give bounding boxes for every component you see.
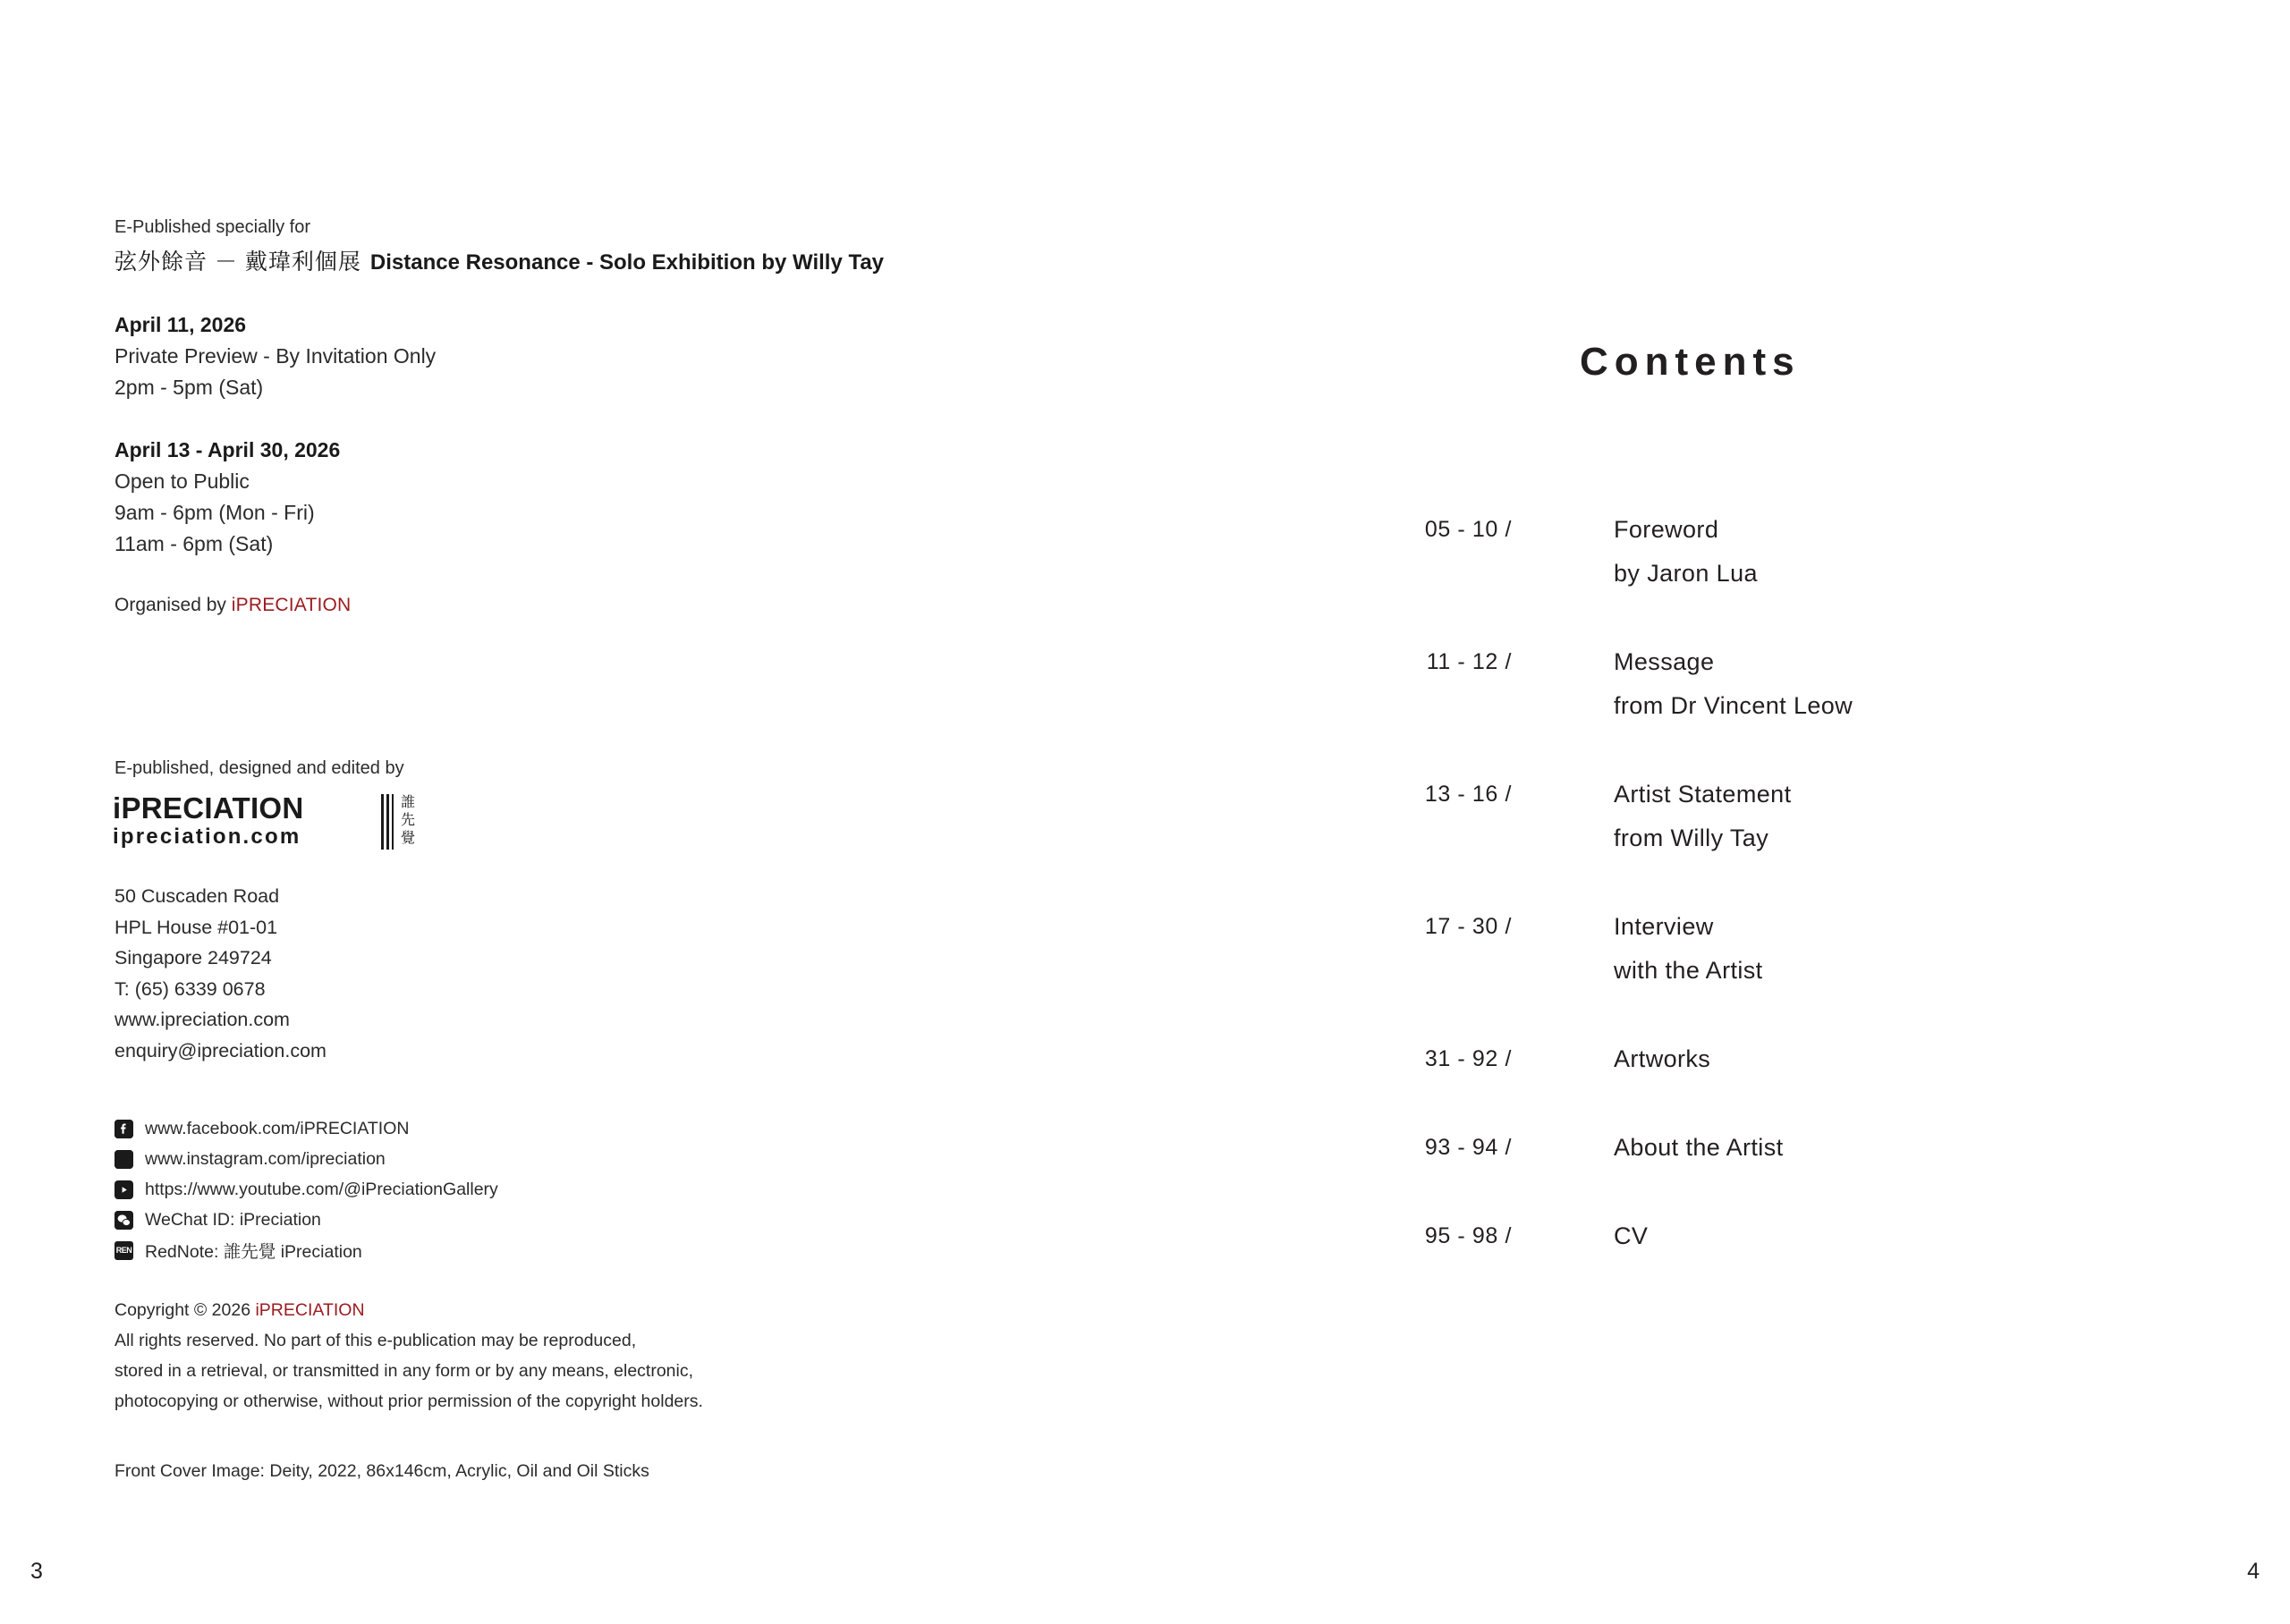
public-opening-block xyxy=(114,434,1009,560)
logo-name: iPRECIATION xyxy=(113,791,304,825)
address-email[interactable]: enquiry@ipreciation.com xyxy=(114,1039,327,1062)
logo-cn-1: 誰 xyxy=(401,795,416,810)
wechat-icon xyxy=(114,1211,133,1230)
toc-pages: 13 - 16 / xyxy=(1424,782,1512,807)
private-preview-line2: 2pm - 5pm (Sat) xyxy=(114,376,264,399)
toc-entry-foreword[interactable] xyxy=(1342,508,2147,596)
social-label-youtube: https://www.youtube.com/@iPreciationGallery xyxy=(145,1179,498,1199)
copyright-line-1 xyxy=(114,1295,703,1325)
social-links xyxy=(114,1113,498,1265)
contents-heading: Contents xyxy=(1580,340,1801,384)
gallery-address xyxy=(114,881,327,1066)
social-row-youtube[interactable] xyxy=(114,1174,498,1205)
logo-bars-icon xyxy=(381,794,394,850)
table-of-contents xyxy=(1342,508,2147,1303)
address-line: Singapore 249724 xyxy=(114,947,272,968)
epublished-by-label: E-published, designed and edited by xyxy=(114,758,404,778)
private-preview-date: April 11, 2026 xyxy=(114,313,247,336)
social-row-rednote[interactable] xyxy=(114,1235,498,1265)
copyright-line-2: All rights reserved. No part of this e-publication may be reproduced, xyxy=(114,1331,637,1350)
toc-label-line2: with the Artist xyxy=(1614,957,1763,984)
toc-label xyxy=(1614,905,1763,993)
social-label-wechat: WeChat ID: iPreciation xyxy=(145,1209,321,1230)
copyright-brand: iPRECIATION xyxy=(255,1300,365,1320)
youtube-icon xyxy=(114,1180,133,1199)
copyright-line-4: photocopying or otherwise, without prior permission of the copyright holders. xyxy=(114,1391,703,1411)
address-phone: T: (65) 6339 0678 xyxy=(114,977,266,1000)
rednote-icon: REN xyxy=(114,1241,133,1260)
organised-by-label: Organised by xyxy=(114,595,226,615)
instagram-icon xyxy=(114,1150,133,1169)
organised-by xyxy=(114,592,1009,619)
toc-entry-artist-statement[interactable] xyxy=(1342,773,2147,860)
copyright-block xyxy=(114,1295,703,1417)
toc-label xyxy=(1614,508,1758,596)
published-for-label: E-Published specially for xyxy=(114,217,310,237)
address-line: 50 Cuscaden Road xyxy=(114,885,280,907)
front-cover-credit: Front Cover Image: Deity, 2022, 86x146cm, Acrylic, Oil and Oil Sticks xyxy=(114,1461,649,1481)
social-row-facebook[interactable] xyxy=(114,1113,498,1144)
toc-label-line1: Message xyxy=(1614,648,1715,675)
toc-label xyxy=(1614,773,1791,860)
toc-label-line1: Artworks xyxy=(1614,1045,1711,1072)
toc-pages: 05 - 10 / xyxy=(1424,517,1512,542)
copyright-prefix: Copyright © 2026 xyxy=(114,1300,251,1320)
toc-label-line1: Foreword xyxy=(1614,516,1719,543)
address-website[interactable]: www.ipreciation.com xyxy=(114,1009,290,1030)
exhibition-title-english: Distance Resonance - Solo Exhibition by Willy Tay xyxy=(369,250,885,275)
toc-pages: 93 - 94 / xyxy=(1424,1135,1512,1160)
toc-label xyxy=(1614,1126,1784,1170)
exhibition-title xyxy=(114,247,1009,278)
toc-label-line2: by Jaron Lua xyxy=(1614,560,1758,587)
facebook-icon xyxy=(114,1120,133,1138)
public-opening-line3: 11am - 6pm (Sat) xyxy=(114,532,274,555)
toc-entry-cv[interactable] xyxy=(1342,1214,2147,1258)
toc-label xyxy=(1614,1037,1710,1081)
logo-cn-2: 先 xyxy=(401,813,416,828)
toc-label-line1: About the Artist xyxy=(1614,1134,1784,1161)
address-line: HPL House #01-01 xyxy=(114,916,278,938)
toc-label-line2: from Dr Vincent Leow xyxy=(1614,692,1853,719)
logo-domain: ipreciation.com xyxy=(113,825,301,849)
logo-cn-3: 覺 xyxy=(401,831,416,846)
public-opening-line1: Open to Public xyxy=(114,469,250,493)
toc-pages: 31 - 92 / xyxy=(1424,1046,1512,1071)
toc-label xyxy=(1614,640,1853,728)
toc-entry-interview[interactable] xyxy=(1342,905,2147,993)
social-label-instagram: www.instagram.com/ipreciation xyxy=(145,1148,386,1169)
public-opening-date: April 13 - April 30, 2026 xyxy=(114,438,341,461)
toc-label-line1: Interview xyxy=(1614,913,1714,940)
ipreciation-logo xyxy=(113,791,416,855)
social-label-facebook: www.facebook.com/iPRECIATION xyxy=(145,1118,410,1138)
toc-label-line2: from Willy Tay xyxy=(1614,825,1769,851)
page-number-left: 3 xyxy=(30,1559,43,1584)
toc-pages: 95 - 98 / xyxy=(1424,1223,1512,1248)
toc-pages: 11 - 12 / xyxy=(1426,649,1512,674)
toc-entry-about-the-artist[interactable] xyxy=(1342,1126,2147,1170)
colophon-block xyxy=(114,213,1009,619)
toc-label-line1: CV xyxy=(1614,1222,1649,1249)
social-row-instagram[interactable] xyxy=(114,1144,498,1174)
toc-entry-message[interactable] xyxy=(1342,640,2147,728)
page-number-right: 4 xyxy=(2247,1559,2260,1584)
organised-by-brand: iPRECIATION xyxy=(231,595,352,615)
social-label-rednote: RedNote: 誰先覺 iPreciation xyxy=(145,1242,362,1262)
private-preview-block xyxy=(114,309,1009,403)
toc-label xyxy=(1614,1214,1648,1258)
toc-entry-artworks[interactable] xyxy=(1342,1037,2147,1081)
exhibition-title-chinese: 弦外餘音 － 戴瑋利個展 xyxy=(114,250,361,275)
private-preview-line1: Private Preview - By Invitation Only xyxy=(114,344,437,368)
toc-label-line1: Artist Statement xyxy=(1614,781,1792,808)
public-opening-line2: 9am - 6pm (Mon - Fri) xyxy=(114,501,315,524)
toc-pages: 17 - 30 / xyxy=(1424,914,1512,939)
copyright-line-3: stored in a retrieval, or transmitted in any form or by any means, electronic, xyxy=(114,1361,694,1381)
logo-chinese-stack xyxy=(401,794,415,848)
social-row-wechat[interactable] xyxy=(114,1205,498,1235)
